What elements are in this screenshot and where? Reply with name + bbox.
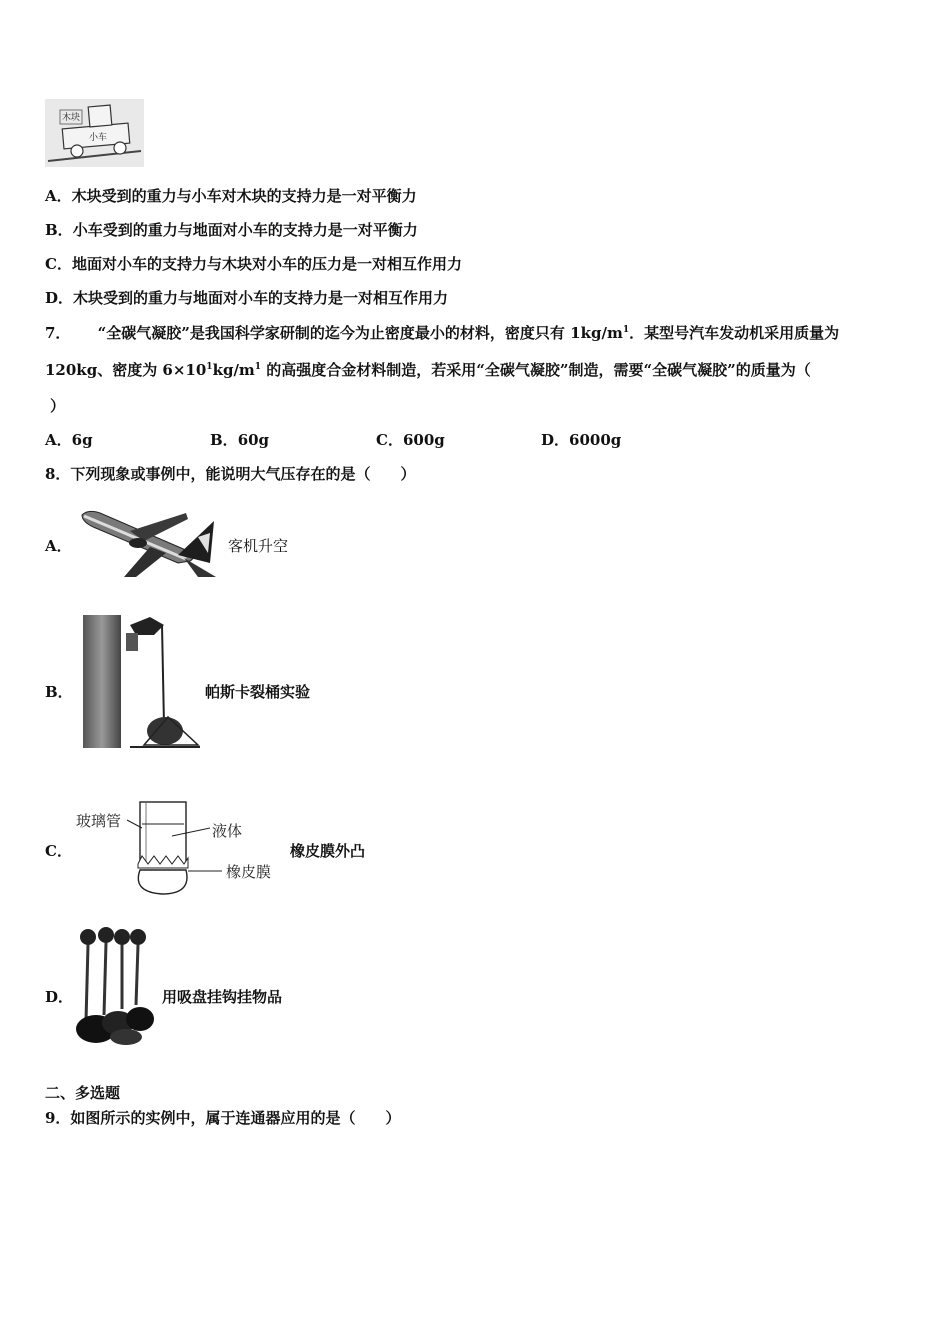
exponent: 1 [206,362,213,372]
option-letter: D． [45,988,74,1006]
option-letter: A． [45,537,72,555]
q8-option-b-letter [45,682,73,702]
q6-option-d [45,288,448,308]
option-text: 地面对小车的支持力与木块对小车的压力是一对相互作用力 [71,255,462,273]
suction-hooks-figure [74,925,160,1049]
membrane-label: 橡皮膜 [226,863,272,881]
option-text: 6g [71,431,93,449]
caption-text: 橡皮膜外凸 [290,842,366,860]
option-letter: B． [45,221,73,239]
q7-text: ） [50,397,66,415]
option-text: 木块受到的重力与小车对木块的支持力是一对平衡力 [71,187,417,205]
q6-option-a [45,186,417,206]
exponent: 1 [622,325,630,335]
q8-option-c-letter [45,841,72,861]
q8-text: 8．下列现象或事例中，能说明大气压存在的是（ ） [45,465,416,483]
question-number: 7． [45,324,71,342]
pascal-barrel-figure [80,613,202,751]
option-letter: B． [210,431,238,449]
section-heading [45,1083,120,1103]
q7-text: 120kg、密度为 6×10 [45,361,207,379]
q7-option-b [210,430,269,450]
q8-option-d-letter [45,987,73,1007]
liquid-label: 液体 [212,822,243,840]
option-letter: C． [376,431,403,449]
option-letter: D． [45,289,74,307]
airplane-figure [78,503,218,581]
q7-text: “全碳气凝胶”是我国科学家研制的迄今为止密度最小的材料，密度只有 1kg/m [97,324,623,342]
q7-stem-line1 [45,323,839,343]
q6-option-b [45,220,418,240]
option-letter: A． [45,187,72,205]
q8-option-a-caption [228,536,288,556]
option-letter: B． [45,683,73,701]
q7-text: ．某型号汽车发动机采用质量为 [629,324,840,342]
option-text: 600g [402,431,445,449]
q8-option-a-letter [45,536,72,556]
option-letter: C． [45,255,72,273]
q8-option-b-caption [205,682,310,702]
option-text: 60g [237,431,270,449]
option-text: 小车受到的重力与地面对小车的支持力是一对平衡力 [72,221,418,239]
q7-option-c [376,430,445,450]
option-letter: D． [541,431,570,449]
q7-stem-line3 [50,396,65,416]
block-label: 木块 [62,113,81,123]
option-letter: C． [45,842,72,860]
q8-option-d-caption [162,987,282,1007]
glass-tube-figure [72,798,287,898]
cart-label: 小车 [89,133,108,143]
option-text: 6000g [569,431,622,449]
tube-label: 玻璃管 [76,812,122,830]
caption-text: 用吸盘挂钩挂物品 [162,988,283,1006]
caption-text: 帕斯卡裂桶实验 [205,683,311,701]
q8-option-c-caption [290,841,365,861]
q7-option-d [541,430,621,450]
q7-text: kg/m [212,361,255,379]
section-heading-text: 二、多选题 [45,1084,121,1102]
q6-option-c [45,254,462,274]
caption-text: 客机升空 [228,537,289,555]
q7-option-a [45,430,93,450]
q9-stem [45,1108,400,1128]
block-cart-figure [45,99,144,167]
q7-stem-line2 [45,360,811,380]
option-letter: A． [45,431,72,449]
exponent: 1 [254,362,262,372]
q9-text: 9．如图所示的实例中，属于连通器应用的是（ ） [45,1109,401,1127]
q7-text: 的高强度合金材料制造，若采用“全碳气凝胶”制造，需要“全碳气凝胶”的质量为（ [261,361,811,379]
q8-stem [45,464,415,484]
option-text: 木块受到的重力与地面对小车的支持力是一对相互作用力 [73,289,449,307]
